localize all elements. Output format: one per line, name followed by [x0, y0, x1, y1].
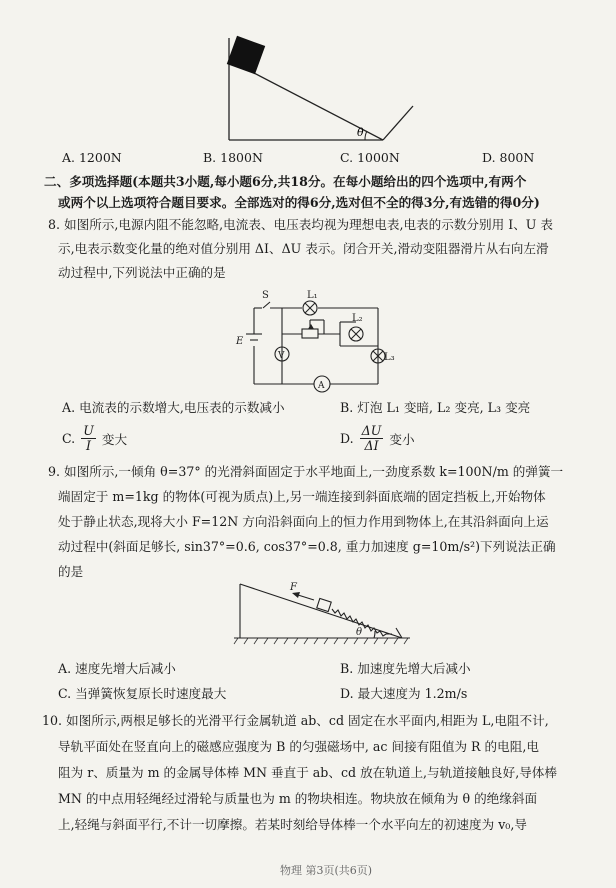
q9-stem-2: 端固定于 m=1kg 的物体(可视为质点)上,另一端连接到斜面底端的固定挡板上,开始物体	[58, 489, 546, 504]
q9-option-a: A. 速度先增大后减小	[58, 661, 176, 676]
q9-option-b: B. 加速度先增大后减小	[340, 661, 471, 676]
q10-stem-5: 上,轻绳与斜面平行,不计一切摩擦。若某时刻给导体棒一个水平向左的初速度为 v₀,导	[58, 817, 527, 832]
q7-option-d: D. 800N	[482, 150, 535, 165]
q10-stem-2: 导轨平面处在竖直向上的磁感应强度为 B 的匀强磁场中, ac 间接有阻值为 R 的电阻,电	[58, 739, 539, 754]
option-d-denominator: ΔI	[364, 438, 379, 453]
option-c-letter: C.	[62, 431, 76, 446]
q7-option-b: B. 1800N	[203, 150, 263, 165]
q9-stem-3: 处于静止状态,现将大小 F=12N 方向沿斜面向上的恒力作用到物体上,在其沿斜面向上运	[58, 514, 549, 529]
q8-stem-2: 示,电表示数变化量的绝对值分别用 ΔI、ΔU 表示。闭合开关,滑动变阻器滑片从右向左滑	[58, 241, 549, 256]
l2-label: L₂	[352, 313, 363, 324]
switch-label: S	[262, 290, 269, 301]
q9-stem-1: 9. 如图所示,一倾角 θ=37° 的光滑斜面固定于水平地面上,一劲度系数 k=100N/m 的弹簧一	[48, 464, 564, 479]
q7-option-c: C. 1000N	[340, 150, 400, 165]
q10-stem-4: MN 的中点用轻绳经过滑轮与质量也为 m 的物块相连。物块放在倾角为 θ 的绝缘斜面	[58, 791, 538, 806]
ammeter-label: A	[318, 381, 325, 391]
theta-label: θ	[357, 126, 364, 139]
section2-line1: 二、多项选择题(本题共3小题,每小题6分,共18分。在每小题给出的四个选项中,有两个	[44, 174, 527, 189]
q8-circuit-figure	[232, 288, 395, 392]
option-c-text: 变大	[101, 432, 128, 447]
option-d-numerator: ΔU	[361, 423, 382, 438]
q10-stem-1: 10. 如图所示,两根足够长的光滑平行金属轨道 ab、cd 固定在水平面内,相距为 L,电阻不计,	[42, 713, 549, 728]
q8-stem-3: 动过程中,下列说法中正确的是	[58, 265, 226, 280]
emf-label: E	[236, 336, 244, 347]
q7-option-a: A. 1200N	[62, 150, 122, 165]
option-c-denominator: I	[86, 438, 92, 453]
q9-spring-figure	[234, 576, 416, 652]
option-c-numerator: U	[83, 423, 94, 438]
q8-option-b: B. 灯泡 L₁ 变暗, L₂ 变亮, L₃ 变亮	[340, 400, 531, 415]
q8-option-c	[62, 424, 127, 453]
section2-line2: 或两个以上选项符合题目要求。全部选对的得6分,选对但不全的得3分,有选错的得0分)	[58, 195, 540, 210]
force-label: F	[290, 582, 297, 593]
voltmeter-label: V	[278, 351, 285, 361]
q8-stem-1: 8. 如图所示,电源内阻不能忽略,电流表、电压表均视为理想电表,电表的示数分别用 I、U 表	[48, 217, 553, 232]
l3-label: L₃	[384, 352, 395, 363]
l1-label: L₁	[307, 290, 318, 301]
q9-option-c: C. 当弹簧恢复原长时速度最大	[58, 686, 227, 701]
q10-stem-3: 阻为 r、质量为 m 的金属导体棒 MN 垂直于 ab、cd 放在轨道上,与轨道接触良好,导体棒	[58, 765, 557, 780]
angle-label: θ	[356, 627, 363, 638]
q8-option-d	[340, 424, 415, 453]
option-d-text: 变小	[389, 432, 415, 447]
block	[227, 36, 265, 74]
q9-stem-4: 动过程中(斜面足够长, sin37°=0.6, cos37°=0.8, 重力加速度 g=10m/s²)下列说法正确	[58, 539, 556, 554]
q7-incline-figure	[215, 30, 425, 145]
page-footer: 物理 第3页(共6页)	[280, 864, 373, 877]
option-d-letter: D.	[340, 431, 354, 446]
q9-stem-5: 的是	[58, 564, 84, 579]
q9-option-d: D. 最大速度为 1.2m/s	[340, 686, 468, 701]
q8-option-a: A. 电流表的示数增大,电压表的示数减小	[62, 400, 285, 415]
